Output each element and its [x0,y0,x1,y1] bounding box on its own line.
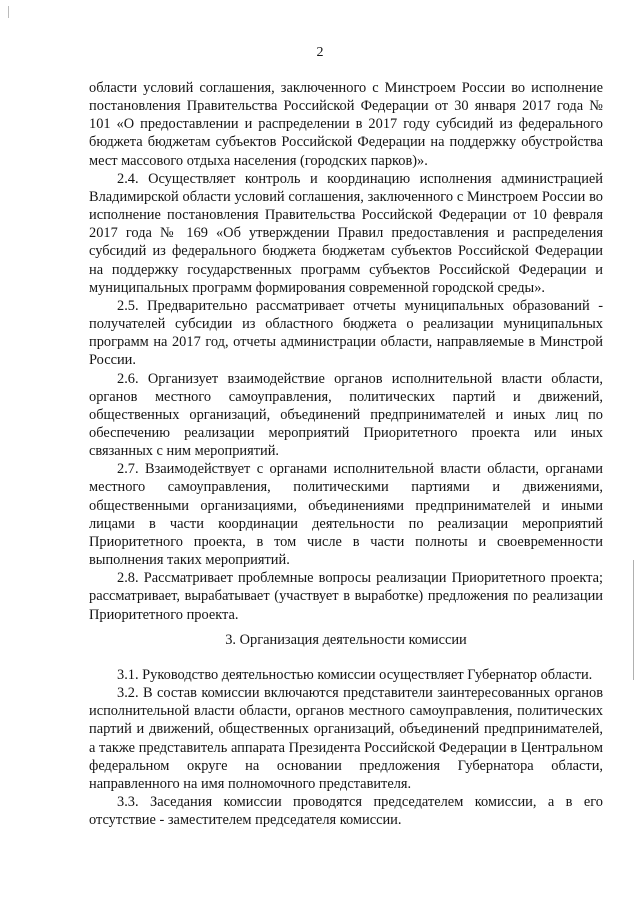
paragraph-2-5: 2.5. Предварительно рассматривает отчеты муниципальных образований - получателей субсидии из областного бюджета о реализации муниципальных программ на 2017 год, отчеты администрации области, направляемые в Минстрой России. [89,297,603,369]
paragraph-2-6: 2.6. Организует взаимодействие органов исполнительной власти области, органов местного самоуправления, политических партий и движений, общественных организаций, объединений предпринимателей и иных лиц по обеспечению реализации мероприятий Приоритетного проекта или иных связанных с ним мероприятий. [89,370,603,460]
paragraph-3-3: 3.3. Заседания комиссии проводятся председателем комиссии, а в его отсутствие - заместителем председателя комиссии. [89,794,603,829]
paragraph-2-4: 2.4. Осуществляет контроль и координацию исполнения администрацией Владимирской области условий соглашения, заключенного с Минстроем России во исполнение постановления Правительства Российской Федерации от 10 февраля 2017 года № 169 «Об утверждении Правил предоставления и распределения субсидий из федерального бюджета бюджетам субъектов Российской Федерации на поддержку государственных программ субъектов Российской Федерации и муниципальных программ формирования современной городской среды». [89,170,603,296]
paragraph-2-7: 2.7. Взаимодействует с органами исполнительной власти области, органами местного самоуправления, политическими партиями и движениями, общественными организациями, объединениями предпринимателей и иными лицами в части координации деятельности по реализации мероприятий Приоритетного проекта, в том числе в части полноты и своевременности выполнения таких мероприятий. [89,461,603,569]
section-heading: 3. Организация деятельности комиссии [225,632,467,648]
body-text [89,79,603,624]
page-number: 2 [316,45,324,60]
section-text [89,666,603,829]
paragraph-continuation: области условий соглашения, заключенного с Минстроем России во исполнение постановления Правительства Российской Федерации от 30 января 2017 года № 101 «О предоставлении и распределении в 2017 году субсидий из федерального бюджета бюджетам субъектов Российской Федерации на поддержку обустройства мест массового отдыха населения (городских парков)». [89,80,603,169]
paragraph-2-8: 2.8. Рассматривает проблемные вопросы реализации Приоритетного проекта; рассматривает, вырабатывает (участвует в выработке) предложения по реализации Приоритетного проекта. [89,570,603,623]
margin-scan-line [633,560,634,680]
paragraph-3-2: 3.2. В состав комиссии включаются представители заинтересованных органов исполнительной власти области, органов местного самоуправления, политических партий и движений, общественных организаций, объединений предпринимателей, а также представитель аппарата Президента Российской Федерации в Центральном федеральном округе на основании предложения Губернатора области, направленного на имя полномочного представителя. [89,685,603,792]
scan-mark [8,6,9,18]
paragraph-3-1: 3.1. Руководство деятельностью комиссии осуществляет Губернатор области. [117,667,593,683]
